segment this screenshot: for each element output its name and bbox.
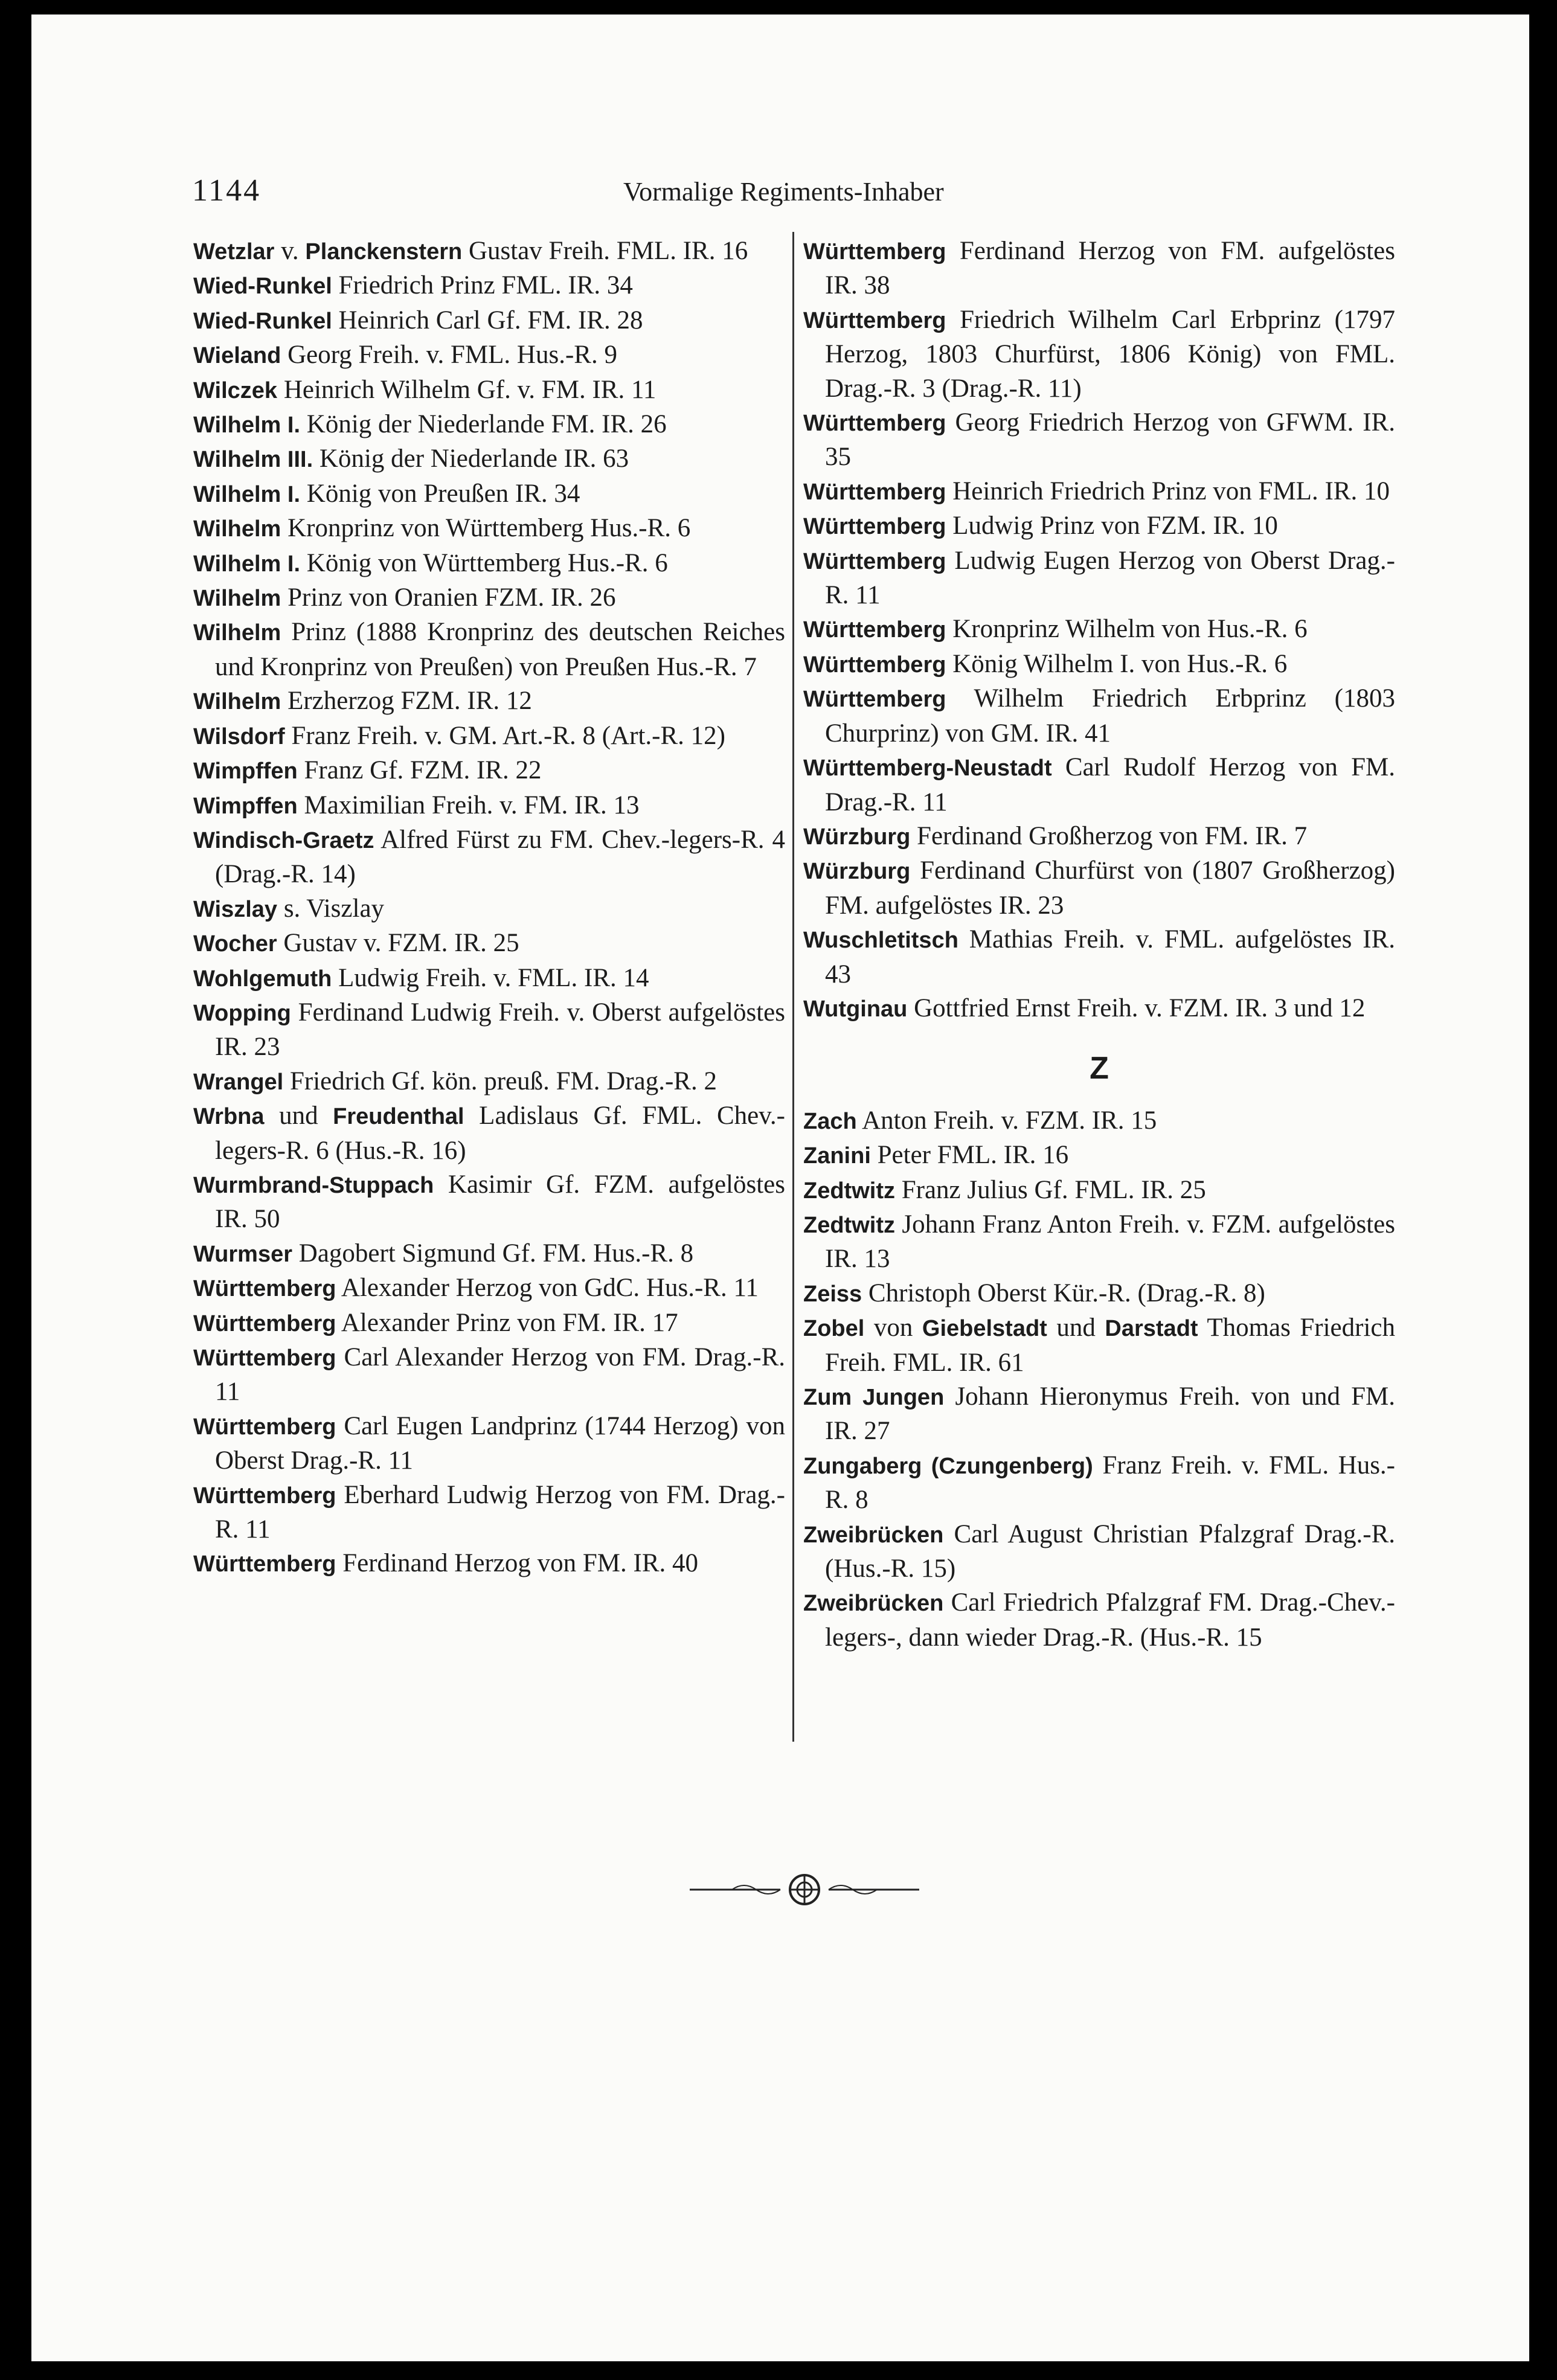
entry-keyword: Wrangel (193, 1069, 284, 1095)
entry-text: Johann Hieronymus Freih. von und FM. IR. 27 (825, 1382, 1396, 1446)
entry-text: Ludwig Prinz von FZM. IR. 10 (946, 512, 1278, 540)
entry (803, 923, 1395, 992)
entry-text: Franz Freih. v. GM. Art.-R. 8 (Art.-R. 12) (284, 721, 725, 750)
entry-keyword: Darstadt (1105, 1316, 1198, 1342)
entry-text: Gustav Freih. FML. IR. 16 (462, 237, 748, 265)
entry-keyword: Württemberg (193, 1346, 336, 1371)
entry-text: Georg Friedrich Herzog von GFWM. IR. 35 (825, 408, 1395, 472)
entry (193, 996, 785, 1065)
entry-keyword: Wurmser (193, 1241, 293, 1267)
entry (193, 754, 785, 788)
entry (193, 581, 785, 615)
entry-text: Ladislaus Gf. FML. Chev.-legers-R. 6 (Hus.-R. 16) (215, 1102, 785, 1165)
entry-text: Thomas Friedrich Freih. FML. IR. 61 (825, 1313, 1395, 1377)
entry-keyword: Wurmbrand-Stuppach (193, 1172, 434, 1198)
entry-keyword: Zedtwitz (803, 1212, 895, 1238)
entry-keyword: Württemberg (803, 617, 946, 643)
entry (803, 544, 1395, 613)
entry (193, 408, 785, 442)
entry (803, 1449, 1395, 1518)
entry-keyword: Württemberg (193, 1551, 336, 1577)
entry (803, 406, 1395, 475)
entry (193, 1271, 785, 1306)
entry (193, 1341, 785, 1410)
entry (193, 1306, 785, 1341)
section-heading-z: Z (1090, 1051, 1109, 1086)
entry-text: Christoph Oberst Kür.-R. (Drag.-R. 8) (862, 1278, 1265, 1307)
entry (193, 1099, 785, 1168)
entry-keyword: Wuschletitsch (803, 928, 958, 954)
entry-text: Franz Freih. v. FML. Hus.-R. 8 (825, 1451, 1395, 1515)
entry-keyword: Wilsdorf (193, 723, 285, 749)
entry (803, 1208, 1395, 1277)
entry (193, 234, 785, 269)
entry-text: Mathias Freih. v. FML. aufgelöstes IR. 43 (825, 925, 1395, 989)
entry (193, 442, 785, 476)
entry-keyword: Planckenstern (305, 239, 463, 265)
entry-text: Carl August Christian Pfalzgraf Drag.-R. (Hus.-R. 15) (825, 1519, 1395, 1583)
page-number: 1144 (192, 173, 262, 208)
entry-text: König der Niederlande FM. IR. 26 (300, 410, 667, 439)
entry-keyword: Wilhelm I. (193, 412, 301, 438)
entry (193, 1168, 785, 1237)
left-column (193, 234, 785, 1582)
entry-keyword: Würzburg (803, 859, 911, 885)
entry-text: Friedrich Gf. kön. preuß. FM. Drag.-R. 2 (283, 1067, 717, 1095)
entry-text: und (264, 1102, 333, 1131)
entry-keyword: Wiszlay (193, 896, 278, 922)
entry-text: Ferdinand Herzog von FM. IR. 40 (336, 1549, 698, 1578)
entry-keyword: Wilhelm III. (193, 447, 313, 473)
entry-keyword: Zweibrücken (803, 1591, 944, 1617)
entry-text: Ferdinand Herzog von FM. aufgelöstes IR. 38 (825, 237, 1395, 300)
entry (193, 892, 785, 926)
entry-text: Friedrich Wilhelm Carl Erbprinz (1797 Herzog, 1803 Churfürst, 1806 König) von FML. Drag.-R. 3 (Drag.-R. 11) (825, 305, 1395, 403)
entry (193, 1065, 785, 1099)
entry-text: Franz Gf. FZM. IR. 22 (297, 756, 542, 785)
entry-text: Peter FML. IR. 16 (870, 1141, 1069, 1170)
entry-keyword: Württemberg (803, 411, 946, 437)
entry-text: König der Niederlande IR. 63 (313, 444, 629, 473)
entry (803, 682, 1395, 751)
entry-keyword: Zanini (803, 1143, 871, 1169)
entry-text: Alexander Herzog von GdC. Hus.-R. 11 (336, 1274, 759, 1303)
entry-keyword: Zeiss (803, 1281, 862, 1307)
entry-keyword: Württemberg (803, 514, 946, 540)
entry-text: König von Württemberg Hus.-R. 6 (300, 548, 668, 577)
entry (193, 684, 785, 719)
entry-text: Alexander Prinz von FM. IR. 17 (336, 1308, 678, 1337)
entry (803, 751, 1395, 820)
entry-keyword: Wilhelm I. (193, 551, 301, 577)
entry-text: Heinrich Wilhelm Gf. v. FM. IR. 11 (277, 375, 657, 404)
entry-text: Wilhelm Friedrich Erbprinz (1803 Churprinz) von GM. IR. 41 (825, 684, 1395, 748)
entry-text: Erzherzog FZM. IR. 12 (281, 687, 532, 716)
entry-keyword: Freudenthal (333, 1104, 464, 1130)
entry-text: Kronprinz Wilhelm von Hus.-R. 6 (946, 615, 1308, 644)
entry (803, 475, 1395, 509)
entry-text: Georg Freih. v. FML. Hus.-R. 9 (281, 341, 617, 370)
entry-text: Dagobert Sigmund Gf. FM. Hus.-R. 8 (292, 1239, 694, 1268)
entry-text: Ludwig Eugen Herzog von Oberst Drag.-R. 11 (825, 546, 1395, 610)
entry-text: Carl Eugen Landprinz (1744 Herzog) von Oberst Drag.-R. 11 (215, 1411, 785, 1475)
entry (803, 992, 1395, 1026)
entry (193, 304, 785, 338)
entry (803, 820, 1395, 854)
entry-keyword: Württemberg (803, 687, 946, 713)
column-separator (792, 232, 794, 1742)
entry (193, 1547, 785, 1581)
entry (193, 269, 785, 303)
entry-keyword: Würzburg (803, 824, 911, 850)
entry (193, 547, 785, 581)
entry-keyword: Wilhelm (193, 516, 281, 542)
entry (193, 1410, 785, 1478)
entry (803, 303, 1395, 406)
entry-keyword: Wilhelm (193, 689, 281, 715)
entry-text: von (864, 1313, 922, 1342)
entry-text: Prinz von Oranien FZM. IR. 26 (281, 583, 616, 612)
entry-text: Johann Franz Anton Freih. v. FZM. aufgelöstes IR. 13 (825, 1210, 1395, 1274)
entry-keyword: Württemberg (803, 479, 946, 505)
entry-text: Franz Julius Gf. FML. IR. 25 (894, 1175, 1206, 1204)
entry (193, 926, 785, 961)
entry (803, 1104, 1395, 1138)
entry-keyword: Zum Jungen (803, 1385, 945, 1410)
entry-text: Ferdinand Ludwig Freih. v. Oberst aufgelöstes IR. 23 (215, 998, 785, 1062)
entry-text: Anton Freih. v. FZM. IR. 15 (856, 1106, 1157, 1135)
entry-keyword: Wrbna (193, 1104, 265, 1130)
entry-keyword: Zedtwitz (803, 1178, 895, 1204)
entry (193, 789, 785, 823)
entry-text: Maximilian Freih. v. FM. IR. 13 (297, 791, 640, 820)
entry-keyword: Wutginau (803, 996, 908, 1022)
entry-keyword: Wopping (193, 1000, 291, 1026)
entry (193, 477, 785, 512)
entry-text: Alfred Fürst zu FM. Chev.-legers-R. 4 (Drag.-R. 14) (215, 825, 785, 889)
entry-keyword: Wied-Runkel (193, 274, 332, 300)
entry-keyword: Wimpffen (193, 759, 298, 784)
entry-keyword: Wohlgemuth (193, 966, 332, 992)
entry-keyword: Wocher (193, 931, 277, 957)
entry-keyword: Wied-Runkel (193, 308, 332, 334)
entry (803, 612, 1395, 647)
entry (193, 1478, 785, 1547)
entry-text: Heinrich Friedrich Prinz von FML. IR. 10 (946, 476, 1390, 505)
right-column (803, 234, 1395, 1655)
entry (803, 1586, 1395, 1655)
entry-text: s. Viszlay (277, 894, 385, 923)
entry (803, 1173, 1395, 1208)
entry-keyword: Zweibrücken (803, 1522, 944, 1548)
entry (193, 719, 785, 754)
entry-keyword: Wilczek (193, 377, 278, 403)
entry (193, 615, 785, 684)
entry-keyword: Wieland (193, 343, 281, 369)
entry-text: Ferdinand Großherzog von FM. IR. 7 (910, 821, 1308, 850)
entry-keyword: Wilhelm (193, 620, 281, 646)
end-ornament-icon (690, 1868, 919, 1911)
entry-keyword: Zungaberg (Czungenberg) (803, 1453, 1093, 1479)
entry-keyword: Württemberg (193, 1483, 336, 1509)
entry-keyword: Württemberg (803, 307, 946, 333)
entry-keyword: Zach (803, 1108, 857, 1134)
entry (193, 338, 785, 373)
entry-keyword: Württemberg (193, 1276, 336, 1302)
entry-keyword: Württemberg (193, 1414, 336, 1440)
entry-keyword: Württemberg (803, 239, 946, 265)
entry-text: Carl Rudolf Herzog von FM. Drag.-R. 11 (825, 753, 1395, 816)
entry (193, 512, 785, 546)
entry-text: Kronprinz von Württemberg Hus.-R. 6 (281, 514, 691, 543)
entry-keyword: Württemberg (803, 548, 946, 574)
entry-keyword: Giebelstadt (922, 1316, 1047, 1342)
entry-keyword: Wimpffen (193, 793, 298, 819)
entry (803, 1518, 1395, 1586)
entry-text: König von Preußen IR. 34 (300, 479, 580, 508)
entry-keyword: Windisch-Graetz (193, 827, 374, 853)
book-page (31, 14, 1529, 2361)
entry (193, 1237, 785, 1271)
entry-keyword: Wilhelm (193, 586, 281, 612)
entry-keyword: Wilhelm I. (193, 481, 301, 507)
entry-keyword: Württemberg-Neustadt (803, 755, 1052, 781)
running-head: Vormalige Regiments-Inhaber (623, 177, 944, 207)
entry-keyword: Württemberg (193, 1310, 336, 1336)
entry-text: Heinrich Carl Gf. FM. IR. 28 (332, 306, 643, 335)
entry-text: Gustav v. FZM. IR. 25 (277, 929, 519, 958)
entry (803, 1138, 1395, 1173)
entry-text: Gottfried Ernst Freih. v. FZM. IR. 3 und 12 (907, 993, 1366, 1022)
entry-text: v. (274, 237, 306, 265)
entry-text: Ludwig Freih. v. FML. IR. 14 (332, 963, 649, 992)
entry (193, 373, 785, 408)
entry (803, 1311, 1395, 1380)
entry (803, 1380, 1395, 1449)
entry-keyword: Württemberg (803, 652, 946, 678)
entry-text: Ferdinand Churfürst von (1807 Großherzog) FM. aufgelöstes IR. 23 (825, 856, 1395, 920)
entry (803, 647, 1395, 682)
entry-text: König Wilhelm I. von Hus.-R. 6 (946, 649, 1288, 678)
entry-text: Friedrich Prinz FML. IR. 34 (332, 271, 633, 300)
entry (193, 961, 785, 996)
entry (803, 854, 1395, 923)
entry-keyword: Wetzlar (193, 239, 275, 265)
entry (193, 823, 785, 892)
entry (803, 509, 1395, 544)
entry-text: Carl Friedrich Pfalzgraf FM. Drag.-Chev.-legers-, dann wieder Drag.-R. (Hus.-R. 15 (825, 1588, 1395, 1652)
entry-text: und (1047, 1313, 1105, 1342)
entry-text: Eberhard Ludwig Herzog von FM. Drag.-R. 11 (215, 1480, 785, 1544)
entry-text: Prinz (1888 Kronprinz des deutschen Reiches und Kronprinz von Preußen) von Preußen Hus.-R. 7 (215, 618, 785, 681)
entry-text: Kasimir Gf. FZM. aufgelöstes IR. 50 (215, 1170, 785, 1234)
entry-text: Carl Alexander Herzog von FM. Drag.-R. 11 (215, 1343, 785, 1407)
entry (803, 1277, 1395, 1311)
entry (803, 234, 1395, 303)
entry-keyword: Zobel (803, 1316, 865, 1342)
